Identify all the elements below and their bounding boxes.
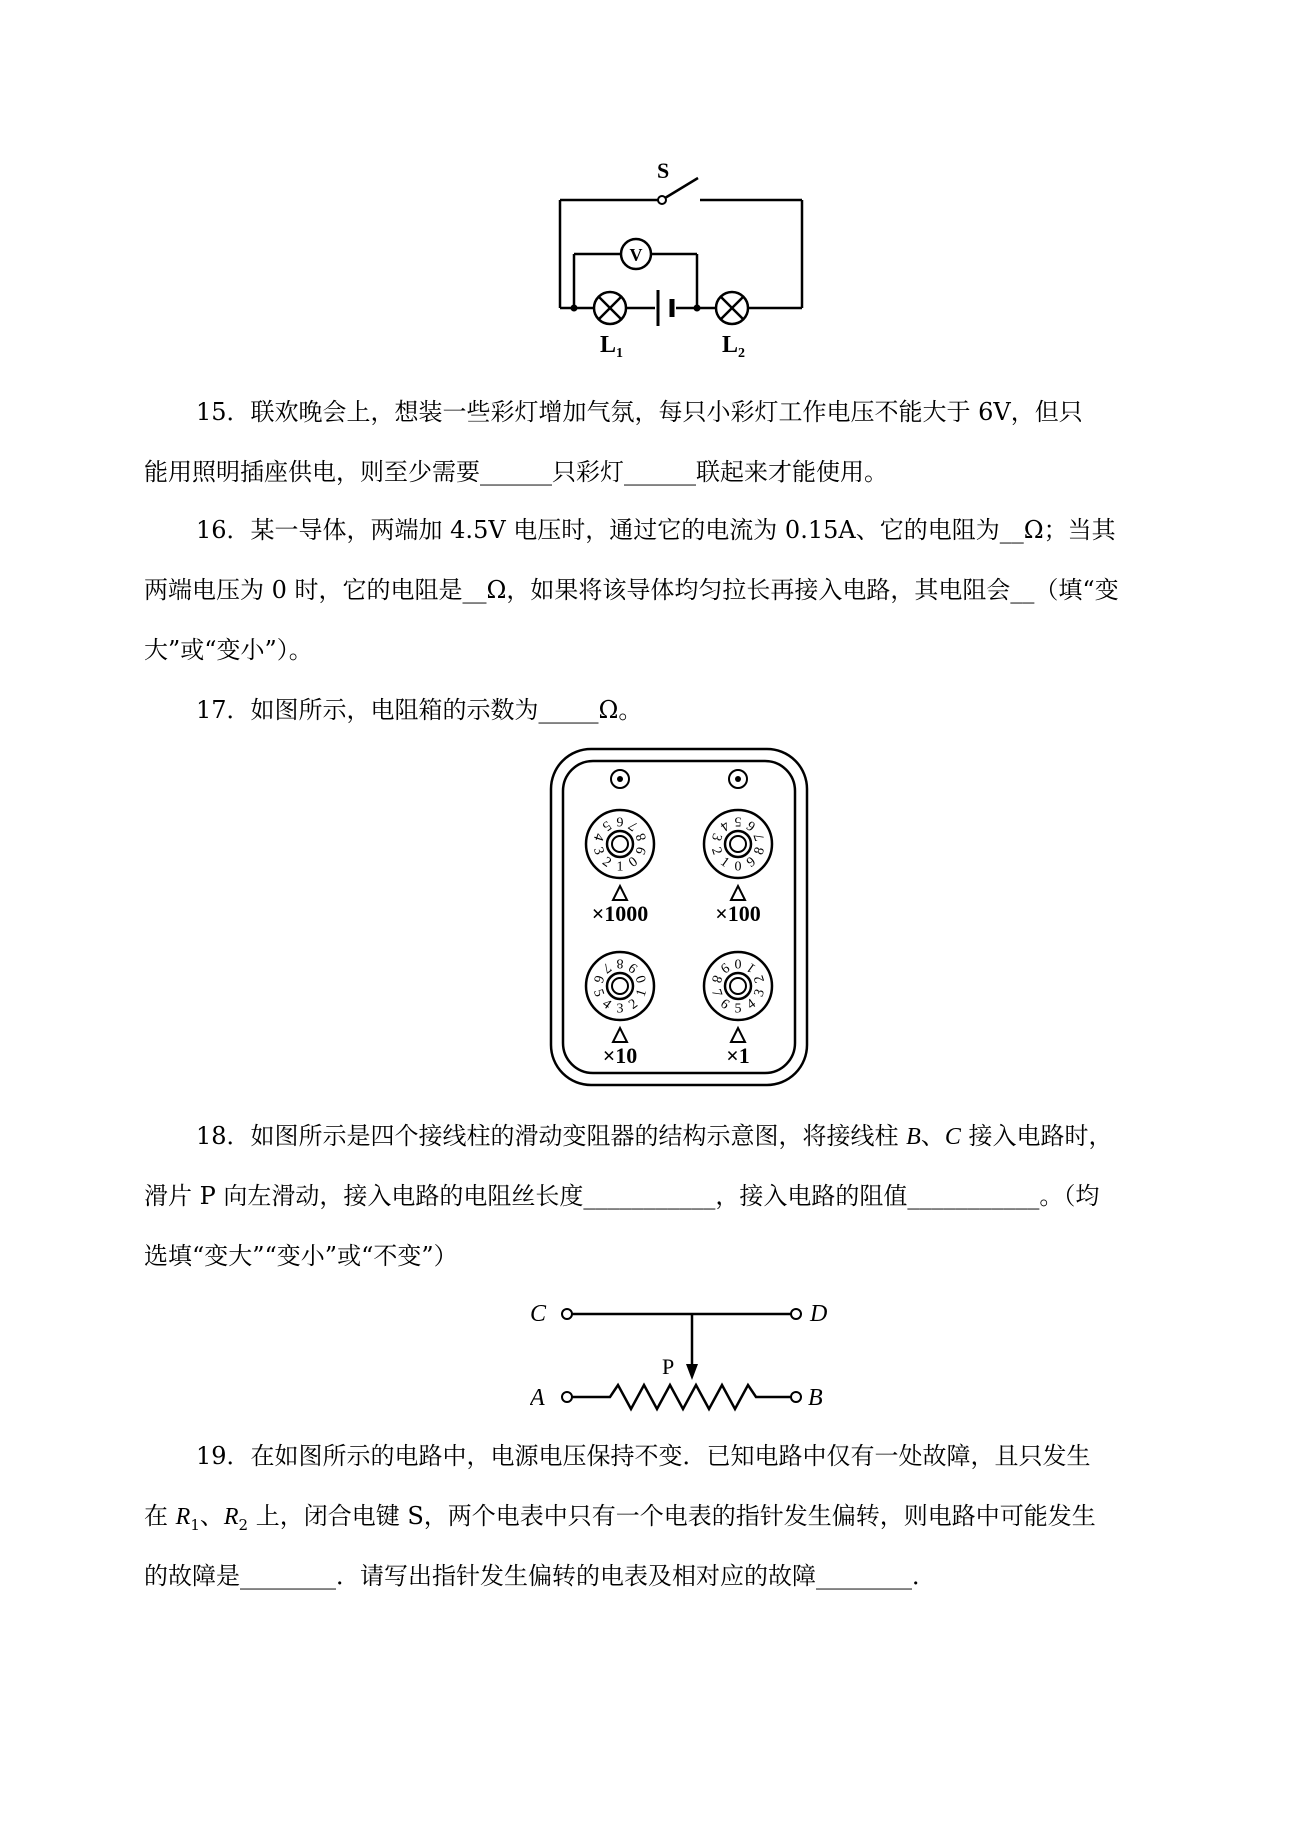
lamp-l1 [594, 292, 626, 324]
multiplier-x1000: ×1000 [591, 901, 649, 926]
dial-digit: 3 [616, 1001, 624, 1017]
dial-digit: 8 [751, 845, 769, 857]
q15-line2: 能用照明插座供电，则至少需要______只彩灯______联起来才能使用。 [144, 458, 888, 486]
dial-digit: 6 [744, 817, 759, 834]
dial-digit: 0 [626, 854, 641, 871]
q16-line2: 两端电压为 0 时，它的电阻是__Ω，如果将该导体均匀拉长再接入电路，其电阻会__（填“变 [144, 576, 1119, 604]
q18-line3: 选填“变大”“变小”或“不变”） [144, 1242, 458, 1270]
dial-digit: 7 [707, 987, 725, 999]
dial-digit: 0 [734, 955, 742, 971]
dial-digit: 0 [734, 859, 742, 875]
dial-digit: 2 [707, 845, 725, 857]
circuit-diagram [540, 150, 820, 360]
dial-digit: 7 [599, 959, 614, 976]
q18-line1: 18．如图所示是四个接线柱的滑动变阻器的结构示意图，将接线柱 B、C 接入电路时， [196, 1122, 1113, 1150]
dial-digit: 5 [734, 1001, 742, 1017]
terminal-a-label: A [530, 1385, 545, 1411]
dial-digit: 3 [751, 987, 769, 999]
dial-digit: 9 [744, 854, 759, 871]
terminal-c-label: C [530, 1301, 547, 1327]
q19-line3: 的故障是________．请写出指针发生偏转的电表及相对应的故障________． [144, 1562, 936, 1590]
dial-digit: 9 [633, 845, 651, 857]
lamp1-label: $L_1$ [600, 332, 624, 360]
lamp2-label: $L_2$ [722, 332, 746, 360]
dial-digit: 4 [717, 817, 732, 834]
dial-digit: 7 [751, 831, 769, 843]
voltmeter-label: V [629, 245, 643, 265]
dial-digit: 8 [707, 973, 725, 985]
terminal-b-label: B [808, 1385, 823, 1411]
resistance-box [548, 746, 810, 1088]
q19-line2: 在 $R_1$、$R_2$ 上，闭合电键 S，两个电表中只有一个电表的指针发生偏转，则电路中可能发生 [144, 1502, 1096, 1534]
multiplier-x10: ×10 [602, 1043, 638, 1068]
dial-digit: 1 [744, 959, 759, 976]
slider-label: P [662, 1354, 675, 1379]
q18-line2: 滑片 P 向左滑动，接入电路的电阻丝长度___________，接入电路的阻值___________。（均 [144, 1182, 1100, 1210]
voltmeter [621, 239, 651, 269]
dial-digit: 4 [589, 831, 607, 843]
dial-digit: 8 [616, 955, 624, 971]
q16-line3: 大”或“变小”）。 [144, 636, 313, 664]
dial-digit: 1 [717, 854, 732, 871]
dial-digit: 5 [589, 987, 607, 999]
rheostat-diagram [530, 1296, 840, 1416]
dial-digit: 6 [616, 813, 624, 829]
q17-text: 17．如图所示，电阻箱的示数为_____Ω。 [196, 696, 643, 724]
dial-digit: 9 [626, 959, 641, 976]
multiplier-x100: ×100 [715, 901, 761, 926]
dial-digit: 1 [616, 859, 624, 875]
dial-digit: 7 [626, 817, 641, 834]
battery [658, 290, 672, 326]
dial-digit: 5 [599, 817, 614, 834]
dial-digit: 0 [633, 973, 651, 985]
dial-digit: 8 [633, 831, 651, 843]
dial-digit: 4 [744, 996, 759, 1013]
dial-digit: 9 [717, 959, 732, 976]
terminal-d-label: D [810, 1301, 828, 1327]
dial-digit: 1 [633, 987, 651, 999]
dial-digit: 5 [734, 813, 742, 829]
dial-digit: 4 [599, 996, 614, 1013]
dial-digit: 6 [717, 996, 732, 1013]
dial-digit: 3 [589, 845, 607, 857]
q18-var-b: B [906, 1124, 921, 1150]
dial-digit: 6 [589, 973, 607, 985]
q16-line1: 16．某一导体，两端加 4.5V 电压时，通过它的电流为 0.15A、它的电阻为__Ω；当其 [196, 516, 1116, 544]
q18-var-c: C [944, 1124, 961, 1150]
q19-line1: 19．在如图所示的电路中，电源电压保持不变．已知电路中仅有一处故障，且只发生 [196, 1442, 1091, 1470]
q15-line1: 15．联欢晚会上，想装一些彩灯增加气氛，每只小彩灯工作电压不能大于 6V，但只 [196, 398, 1083, 426]
multiplier-x1: ×1 [726, 1043, 750, 1068]
dial-digit: 3 [707, 831, 725, 843]
lamp-l2 [716, 292, 748, 324]
switch-label: S [657, 158, 670, 183]
dial-digit: 2 [599, 854, 614, 871]
dial-digit: 2 [626, 996, 641, 1013]
dial-digit: 2 [751, 973, 769, 985]
